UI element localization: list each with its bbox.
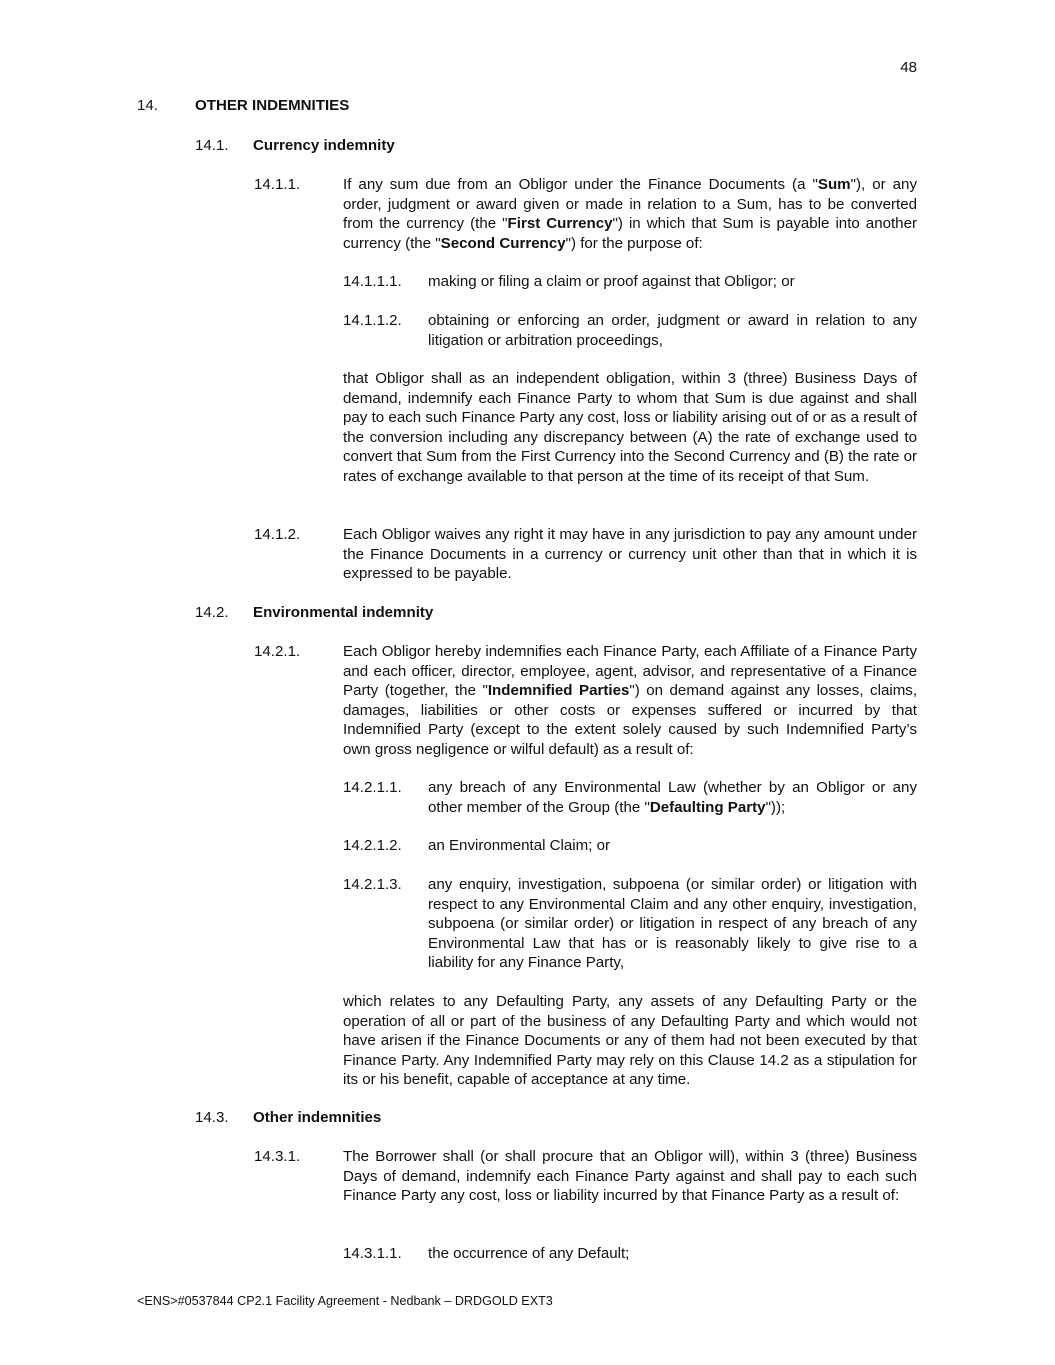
defined-term: Sum [817,176,851,193]
clause-14-3-1-text: The Borrower shall (or shall procure that an Obligor will), within 3 (three) Business Days of demand, indemnify each Finance Party against and shall pay to each such Finance Party any cost, loss or liability incurred by that Finance Party as a result of: [343,1148,917,1204]
clause-number: 14.1.1.2. [343,312,402,329]
section-title: OTHER INDEMNITIES [195,97,350,114]
clause-number: 14.2.1.1. [343,779,402,796]
clause-14-1-1-2-text: obtaining or enforcing an order, judgment or award in relation to any litigation or arbitration proceedings, [428,312,917,349]
clause-number: 14.2. [195,604,229,621]
clause-number: 14.1.1. [254,176,301,193]
clause-14-1-1-tail: that Obligor shall as an independent obligation, within 3 (three) Business Days of demand, indemnify each Finance Party to whom that Sum is due against and shall pay to each such Finance Party any cost, loss or liability arising out of or as a result of the conversion including any discrepancy between (A) the rate of exchange used to convert that Sum from the First Currency into the Second Currency and (B) the rate or rates of exchange available to that person at the time of its receipt of that Sum. [343,370,917,485]
clause-14-2-1-text: Each Obligor hereby indemnifies each Finance Party, each Affiliate of a Finance Party and each officer, director, employee, agent, advisor, and representative of a Finance Party (together, the "Indemnified Parties") on demand against any losses, claims, damages, liabilities or other costs or expenses suffered or incurred by that Indemnified Party (except to the extent solely caused by such Indemnified Party’s own gross negligence or wilful default) as a result of: [343,643,918,758]
clause-14-1-1-text: If any sum due from an Obligor under the Finance Documents (a "Sum"), or any order, judgment or award given or made in relation to a Sum, has to be converted from the currency (the "First Currency") in which that Sum is payable into another currency (the "Second Currency") for the purpose of: [343,176,918,252]
page-number: 48 [900,59,917,76]
clause-title: Other indemnities [253,1109,382,1126]
document-footer: <ENS>#0537844 CP2.1 Facility Agreement - Nedbank – DRDGOLD EXT3 [137,1294,553,1308]
clause-number: 14.1.2. [254,526,301,543]
clause-14-3-1-1-text: the occurrence of any Default; [428,1245,630,1262]
clause-number: 14.2.1. [254,643,301,660]
defined-term: Defaulting Party [649,798,766,816]
clause-14-2-1-3-text: any enquiry, investigation, subpoena (or similar order) or litigation with respect to any Environmental Claim and any other enquiry, investigation, subpoena (or similar order) or litigation in respect of any breach of any Environmental Law that has or is reasonably likely to give rise to a liability for any Finance Party, [428,876,917,971]
section-number: 14. [137,97,158,114]
clause-title: Currency indemnity [253,137,395,154]
clause-number: 14.2.1.3. [343,876,402,893]
clause-number: 14.1.1.1. [343,273,402,290]
defined-term: Indemnified Parties [487,682,630,699]
clause-number: 14.3.1.1. [343,1245,402,1262]
defined-term: First Currency [507,215,613,232]
clause-number: 14.3.1. [254,1148,301,1165]
clause-14-2-1-2-text: an Environmental Claim; or [428,837,611,854]
clause-number: 14.2.1.2. [343,837,402,854]
clause-14-1-2-text: Each Obligor waives any right it may have in any jurisdiction to pay any amount under the Finance Documents in a currency or currency unit other than that in which it is expressed to be payable. [343,526,917,582]
clause-14-2-1-tail: which relates to any Defaulting Party, any assets of any Defaulting Party or the operation of all or part of the business of any Defaulting Party and which would not have arisen if the Finance Documents or any of them had not been executed by that Finance Party. Any Indemnified Party may rely on this Clause 14.2 as a stipulation for its or his benefit, capable of acceptance at any time. [343,993,917,1088]
clause-14-1-1-1-text: making or filing a claim or proof against that Obligor; or [428,273,795,290]
clause-title: Environmental indemnity [253,604,434,621]
clause-number: 14.1. [195,137,229,154]
clause-14-2-1-1-text: any breach of any Environmental Law (whether by an Obligor or any other member of the Group (the "Defaulting Party")); [428,779,917,816]
clause-number: 14.3. [195,1109,229,1126]
defined-term: Second Currency [440,234,566,252]
